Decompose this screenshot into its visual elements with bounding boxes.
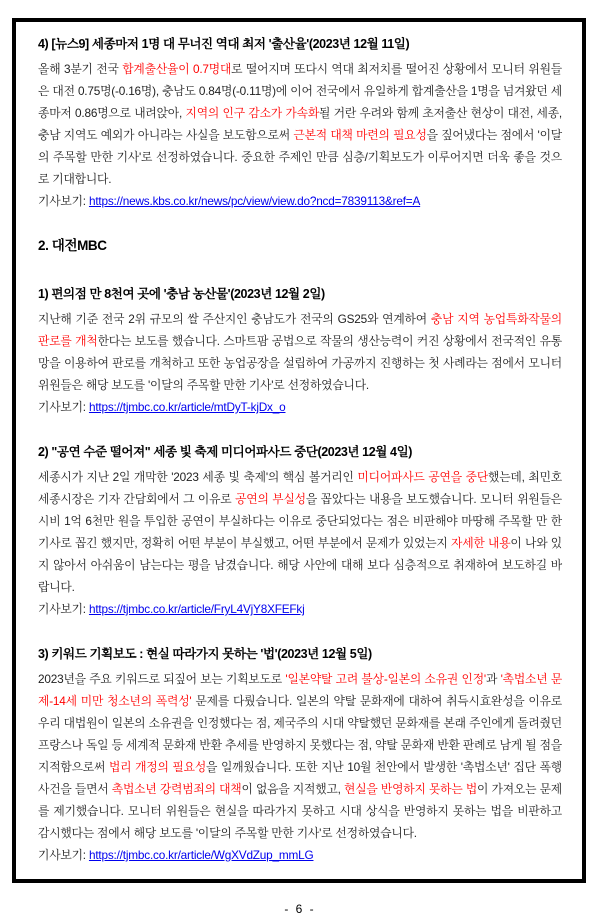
article-link-line — [38, 190, 562, 212]
article-body — [38, 308, 562, 396]
link-label: 기사보기: — [38, 400, 89, 414]
article-link[interactable]: https://news.kbs.co.kr/news/pc/view/view.do?ncd=7839113&ref=A — [88, 194, 421, 208]
article-link[interactable]: https://tjmbc.co.kr/article/FryL4VjY8XFEFkj — [88, 602, 305, 616]
emphasis-text: 지역의 인구 감소가 가속화 — [185, 106, 320, 120]
link-label: 기사보기: — [38, 194, 89, 208]
article-title: 2) "공연 수준 떨어져" 세종 빛 축제 미디어파사드 중단(2023년 12월 4일) — [38, 445, 413, 459]
body-text: 한다는 보도를 했습니다. 스마트팜 공법으로 작물의 생산능력이 커진 상황에서 전국적인 유통망을 이용하여 판로를 개척하고 또한 농업공장을 설립하여 가공까지 진행하는 첫 사례라는 점에서 모니터 위원들은 해당 보도를 '이달의 주목할 만한 기사'로 선정하였습니다. — [38, 334, 563, 392]
article-section — [38, 284, 562, 418]
article-body — [38, 58, 562, 190]
body-text: 을 일깨웠습니다. 또한 지난 10월 천안에서 발생한 '촉법소년' 집단 폭행 사건을 들면서 — [38, 760, 562, 796]
emphasis-text: 공연의 부실성 — [235, 492, 306, 506]
emphasis-text: 현실을 반영하지 못하는 법 — [344, 782, 478, 796]
chapter-section — [38, 236, 562, 256]
emphasis-text: 촉법소년 강력범죄의 대책 — [111, 782, 242, 796]
emphasis-text: 합계출산율이 0.7명대 — [122, 62, 232, 76]
article-link-line — [38, 844, 562, 866]
link-label: 기사보기: — [38, 848, 89, 862]
report-frame — [12, 18, 586, 883]
body-text: 2023년을 주요 키워드로 되짚어 보는 기획보도로 — [38, 672, 286, 686]
emphasis-text: '일본약탈 고려 불상-일본의 소유권 인정' — [285, 672, 486, 686]
article-body — [38, 466, 562, 598]
article-section — [38, 34, 562, 212]
article-title: 1) 편의점 만 8천여 곳에 '충남 농산물'(2023년 12월 2일) — [38, 287, 325, 301]
body-text: 문제를 다뤘습니다. 일본의 약탈 문화재에 대하여 취득시효완성을 이유로 우리 대법원이 일본의 소유권을 인정했다는 점, 제국주의 시대 약탈했던 문화재를 본래 주인에게 돌려줬던 프랑스나 독일 등 세계적 문화재 반환 추세를 반영하지 못했다는 점, 약탈 문화재 반환 판례로 남게 될 점을 지적함으로써 — [38, 694, 563, 774]
body-text: 로 떨어지며 또다시 역대 최저치를 떨어진 상황에서 모니터 위원들은 대전 0.75명(-0.16명), 충남도 0.84명(-0.11명)에 이어 전국에서 유일하게 합계출산을 1명을 넘겨왔던 세종마저 0.86명으로 내려앉아, — [38, 62, 562, 120]
chapter-title: 2. 대전MBC — [38, 238, 107, 253]
body-text: 과 — [485, 672, 501, 686]
body-text: 세종시가 지난 2일 개막한 '2023 세종 빛 축제'의 핵심 볼거리인 — [38, 470, 358, 484]
body-text: 올해 3분기 전국 — [38, 62, 123, 76]
body-text: 이 없음을 지적했고, — [241, 782, 345, 796]
page-number: - 6 - — [284, 902, 316, 916]
body-text: 지난해 기준 전국 2위 규모의 쌀 주산지인 충남도가 전국의 GS25와 연계하여 — [38, 312, 431, 326]
emphasis-text: 법리 개정의 필요성 — [108, 760, 207, 774]
body-text: 을 꼽았다는 내용을 보도했습니다. 모니터 위원들은 시비 1억 6천만 원을 투입한 공연이 부실하다는 이유로 중단되었다는 점은 비판해야 마땅해 주목할 만 한 기사로 꼽긴 했지만, 정확히 어떤 부분이 부실했고, 어떤 부분에서 문제가 있었는지 — [38, 492, 562, 550]
article-section — [38, 644, 562, 866]
article-title: 4) [뉴스9] 세종마저 1명 대 무너진 역대 최저 '출산율'(2023년 12월 11일) — [38, 37, 410, 51]
article-title: 3) 키워드 기획보도 : 현실 따라가지 못하는 '법'(2023년 12월 5일) — [38, 647, 372, 661]
report-sections — [38, 34, 562, 866]
emphasis-text: 충남 지역 농업특화작물의 판로를 개척 — [38, 312, 562, 348]
body-text: 했는데, 최민호 세종시장은 기자 간담회에서 그 이유로 — [38, 470, 562, 506]
body-text: 이 나와 있지 않아서 아쉬움이 남는다는 평을 남겼습니다. 해당 사안에 대해 보다 심층적으로 취재하여 보도하길 바랍니다. — [38, 536, 562, 594]
article-section — [38, 442, 562, 620]
body-text: 을 짚어냈다는 점에서 '이달의 주목할 만한 기사'로 선정하였습니다. 중요한 주제인 만큼 심층/기획보도가 이루어지면 더욱 좋을 것으로 기대합니다. — [38, 128, 562, 186]
article-link[interactable]: https://tjmbc.co.kr/article/WgXVdZup_mmLG — [88, 848, 314, 862]
body-text: 이 가져오는 문제를 제기했습니다. 모니터 위원들은 현실을 따라가지 못하고 시대 상식을 반영하지 못하는 법을 비판하고 감시했다는 점에서 해당 보도를 '이달의 주목할 만한 기사'로 선정하였습니다. — [38, 782, 562, 840]
emphasis-text: 근본적 대책 마련의 필요성 — [293, 128, 427, 142]
emphasis-text: 자세한 내용 — [451, 536, 511, 550]
link-label: 기사보기: — [38, 602, 89, 616]
emphasis-text: 미디어파사드 공연을 중단 — [357, 470, 489, 484]
body-text: 될 거란 우려와 함께 초저출산 현상이 대전, 세종, 충남 지역도 예외가 아니라는 사실을 보도함으로써 — [38, 106, 562, 142]
article-link[interactable]: https://tjmbc.co.kr/article/mtDyT-kjDx_o — [88, 400, 286, 414]
article-link-line — [38, 396, 562, 418]
article-link-line — [38, 598, 562, 620]
emphasis-text: '촉법소년 문제-14세 미만 청소년의 폭력성' — [38, 672, 563, 708]
article-body — [38, 668, 562, 844]
